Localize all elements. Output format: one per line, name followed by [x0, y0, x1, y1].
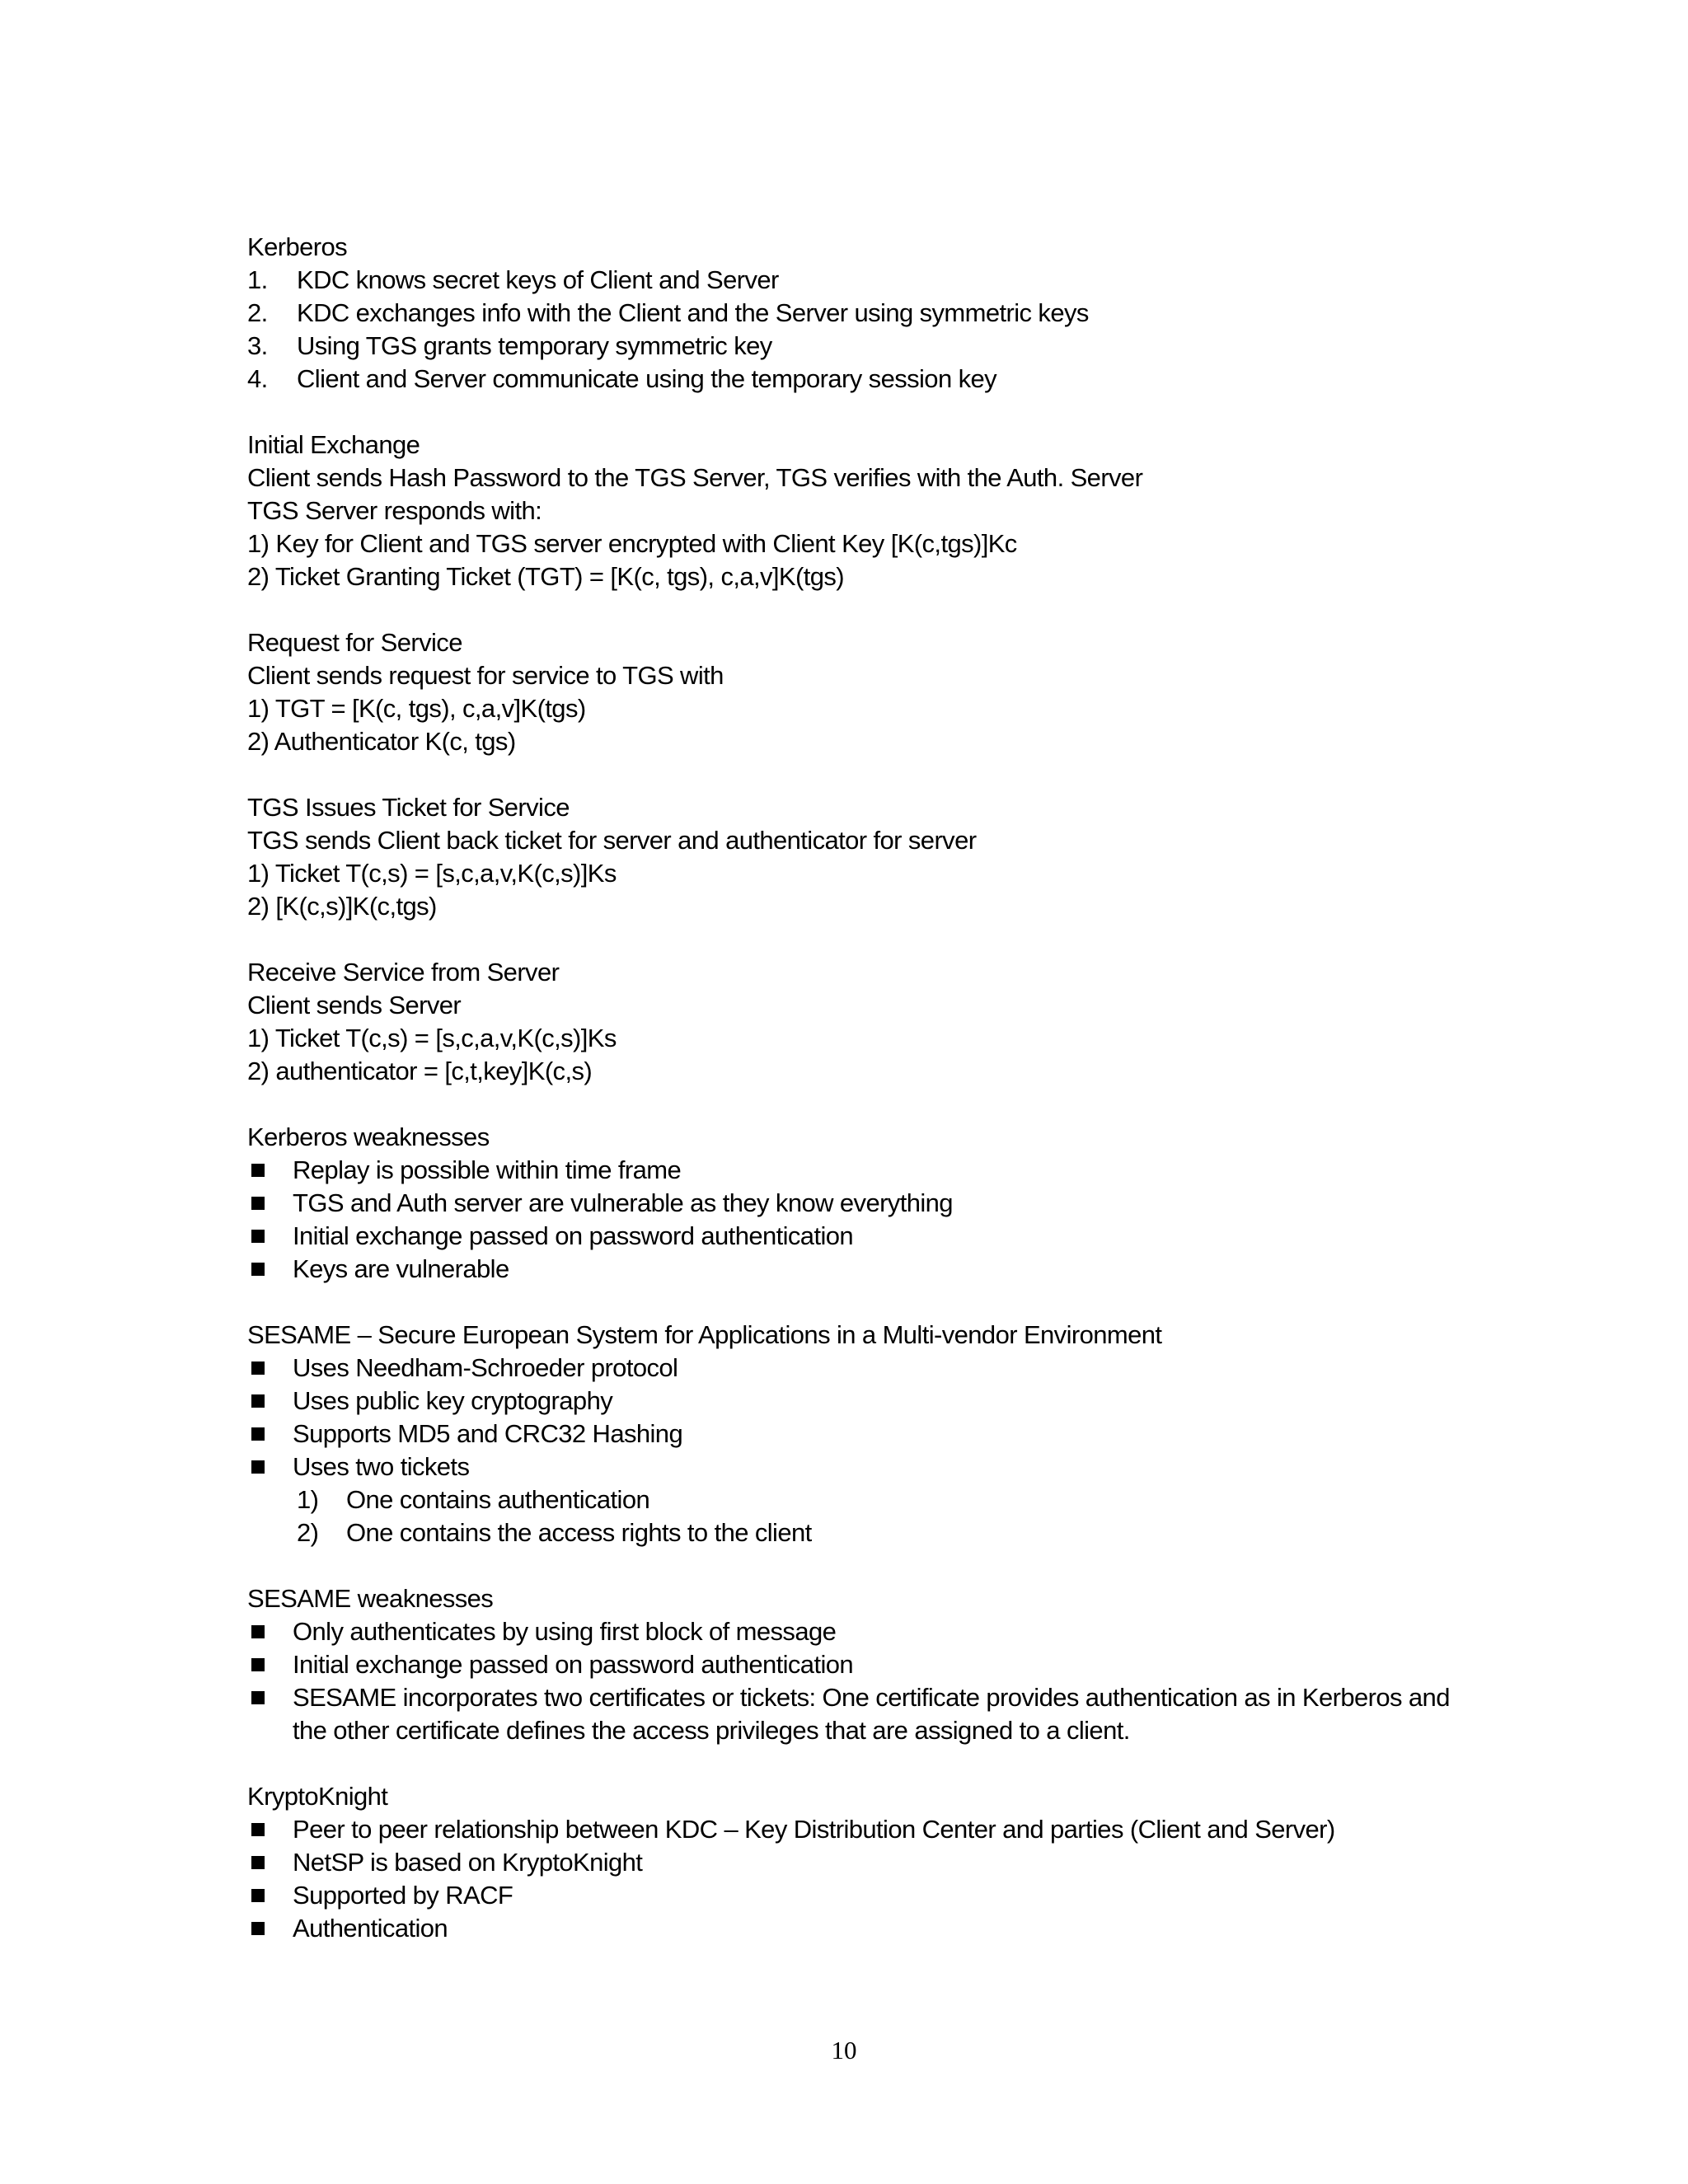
list-item [247, 1187, 1451, 1220]
list-item [247, 1879, 1451, 1912]
text-line: TGS Server responds with: [247, 496, 542, 525]
section-title-initial-exchange: Initial Exchange [247, 430, 420, 459]
sub-list-item [247, 1483, 1451, 1516]
list-item-text: Supported by RACF [293, 1881, 513, 1910]
spacer [247, 1286, 1451, 1319]
square-bullet-icon [247, 1418, 293, 1451]
page-number: 10 [831, 2036, 857, 2064]
list-item-text: Initial exchange passed on password authentication [293, 1650, 854, 1679]
spacer [247, 1088, 1451, 1121]
square-bullet-icon [247, 1879, 293, 1912]
item-number: 2. [247, 298, 268, 327]
list-item [247, 1912, 1451, 1945]
text-line: 1) Ticket T(c,s) = [s,c,a,v,K(c,s)]Ks [247, 859, 617, 888]
list-item [247, 1681, 1451, 1747]
text-line: 2) Ticket Granting Ticket (TGT) = [K(c, tgs), c,a,v]K(tgs) [247, 562, 845, 591]
list-item-text: Only authenticates by using first block of message [293, 1617, 837, 1646]
section-title-sesame: SESAME – Secure European System for Applications in a Multi-vendor Environment [247, 1320, 1162, 1349]
list-item-text: SESAME incorporates two certificates or tickets: One certificate provides authentication as in Kerberos and the other certificate defines the access privileges that are assigned to a client. [293, 1683, 1450, 1745]
list-item-text: Keys are vulnerable [293, 1254, 509, 1283]
list-item [247, 1220, 1451, 1253]
text-line: Client sends Hash Password to the TGS Server, TGS verifies with the Auth. Server [247, 463, 1143, 492]
numbered-item [247, 264, 1451, 297]
text-line: TGS sends Client back ticket for server and authenticator for server [247, 826, 977, 855]
list-item [247, 1846, 1451, 1879]
sub-item-number: 1) [297, 1485, 319, 1514]
numbered-item [247, 297, 1451, 330]
list-item-text: Authentication [293, 1914, 448, 1943]
square-bullet-icon [247, 1220, 293, 1253]
text-line: 1) Key for Client and TGS server encrypted with Client Key [K(c,tgs)]Kc [247, 529, 1017, 558]
list-item [247, 1615, 1451, 1648]
list-item [247, 1648, 1451, 1681]
text-line: Client sends request for service to TGS with [247, 661, 724, 690]
spacer [247, 758, 1451, 791]
list-item [247, 1352, 1451, 1385]
list-item [247, 1451, 1451, 1483]
list-item [247, 1253, 1451, 1286]
spacer [247, 923, 1451, 956]
square-bullet-icon [247, 1352, 293, 1385]
text-line: 2) Authenticator K(c, tgs) [247, 727, 516, 756]
item-text: KDC exchanges info with the Client and the Server using symmetric keys [297, 298, 1089, 327]
list-item [247, 1154, 1451, 1187]
list-item-text: Initial exchange passed on password authentication [293, 1221, 854, 1250]
square-bullet-icon [247, 1615, 293, 1648]
item-number: 1. [247, 265, 268, 294]
text-line: 2) authenticator = [c,t,key]K(c,s) [247, 1057, 593, 1085]
text-line: 1) Ticket T(c,s) = [s,c,a,v,K(c,s)]Ks [247, 1024, 617, 1052]
spacer [247, 593, 1451, 626]
section-title-sesame-weaknesses: SESAME weaknesses [247, 1584, 494, 1613]
list-item-text: Uses public key cryptography [293, 1386, 613, 1415]
list-item-text: Replay is possible within time frame [293, 1155, 682, 1184]
text-line: 1) TGT = [K(c, tgs), c,a,v]K(tgs) [247, 694, 586, 723]
list-item-text: Peer to peer relationship between KDC – Key Distribution Center and parties (Client and Server) [293, 1815, 1335, 1844]
spacer [247, 1549, 1451, 1582]
square-bullet-icon [247, 1451, 293, 1483]
section-title-kerberos-weaknesses: Kerberos weaknesses [247, 1122, 490, 1151]
spacer [247, 396, 1451, 429]
list-item [247, 1813, 1451, 1846]
section-title-kryptoknight: KryptoKnight [247, 1782, 388, 1811]
list-item-text: Supports MD5 and CRC32 Hashing [293, 1419, 683, 1448]
item-text: Using TGS grants temporary symmetric key [297, 331, 772, 360]
sub-item-text: One contains authentication [346, 1485, 650, 1514]
square-bullet-icon [247, 1187, 293, 1220]
section-title-request-for-service: Request for Service [247, 628, 462, 657]
section-title-receive-service: Receive Service from Server [247, 958, 560, 987]
square-bullet-icon [247, 1253, 293, 1286]
square-bullet-icon [247, 1154, 293, 1187]
text-line: 2) [K(c,s)]K(c,tgs) [247, 892, 437, 921]
text-line: Client sends Server [247, 991, 462, 1019]
list-item-text: TGS and Auth server are vulnerable as they know everything [293, 1188, 953, 1217]
numbered-item [247, 363, 1451, 396]
list-item [247, 1418, 1451, 1451]
square-bullet-icon [247, 1846, 293, 1879]
list-item [247, 1385, 1451, 1418]
square-bullet-icon [247, 1648, 293, 1681]
spacer [247, 1747, 1451, 1780]
square-bullet-icon [247, 1813, 293, 1846]
item-number: 4. [247, 364, 268, 393]
sub-item-text: One contains the access rights to the client [346, 1518, 812, 1547]
numbered-item [247, 330, 1451, 363]
item-text: KDC knows secret keys of Client and Server [297, 265, 779, 294]
square-bullet-icon [247, 1385, 293, 1418]
square-bullet-icon [247, 1912, 293, 1945]
list-item-text: Uses Needham-Schroeder protocol [293, 1353, 678, 1382]
document-body [247, 231, 1451, 1945]
item-number: 3. [247, 331, 268, 360]
item-text: Client and Server communicate using the temporary session key [297, 364, 997, 393]
list-item-text: Uses two tickets [293, 1452, 470, 1481]
section-title-kerberos: Kerberos [247, 232, 347, 261]
sub-item-number: 2) [297, 1518, 319, 1547]
list-item-text: NetSP is based on KryptoKnight [293, 1848, 643, 1877]
section-title-tgs-issues: TGS Issues Ticket for Service [247, 793, 570, 822]
sub-list-item [247, 1516, 1451, 1549]
square-bullet-icon [247, 1681, 293, 1714]
